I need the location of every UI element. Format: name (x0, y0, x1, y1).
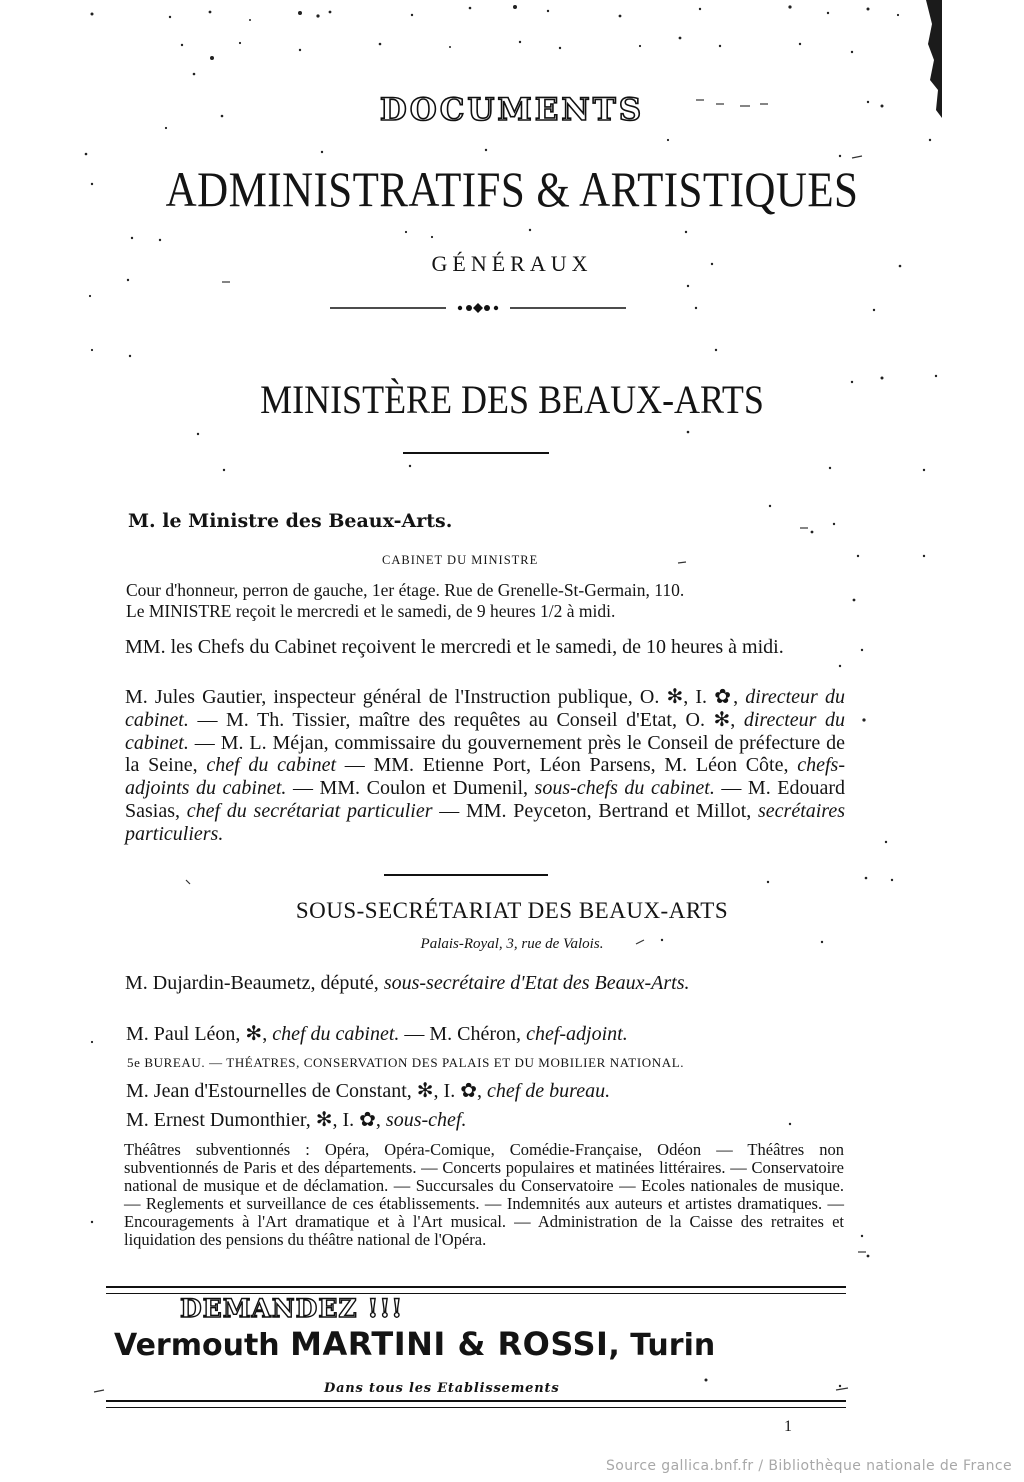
source-credit: Source gallica.bnf.fr / Bibliothèque nationale de France (605, 1458, 1012, 1474)
chefs-reception (105, 636, 845, 659)
advert-product (114, 1325, 844, 1363)
advert-demandez: DEMANDEZ !!! (180, 1294, 404, 1323)
section-rule (403, 452, 549, 454)
chef-bureau-line (126, 1078, 610, 1103)
staff-text: — M. Edouard Sasias, (125, 777, 845, 822)
sous-secretariat-heading: SOUS-SECRÉTARIAT DES BEAUX-ARTS (295, 898, 729, 923)
person-role: chef du cabinet. (272, 1023, 400, 1045)
person-role: sous-secrétaire d'Etat des Beaux-Arts. (383, 972, 690, 994)
minister-reception: Le MINISTRE reçoit le mercredi et le samedi, de 9 heures 1/2 à midi. (126, 601, 616, 621)
subtitle: GÉNÉRAUX (431, 251, 593, 276)
sous-secretariat-address: Palais-Royal, 3, rue de Valois. (420, 936, 604, 952)
main-title: ADMINISTRATIFS & ARTISTIQUES (165, 161, 859, 217)
staff-text: — MM. Coulon et Dumenil, (286, 777, 535, 800)
person-text: M. Ernest Dumonthier, ✻, I. ✿, (126, 1109, 386, 1131)
bureau-heading: 5e BUREAU. — THÉATRES, CONSERVATION DES PALAIS ET DU MOBILIER NATIONAL. (127, 1055, 685, 1070)
ministry-heading: MINISTÈRE DES BEAUX-ARTS (260, 377, 764, 422)
staff-text: — MM. Peyceton, Bertrand et Millot, (432, 799, 758, 822)
person-text: — M. Chéron, (399, 1023, 527, 1045)
staff-role: chef du secrétariat particulier (186, 799, 433, 822)
sous-chef-line (126, 1107, 466, 1132)
person-role: chef de bureau. (486, 1080, 611, 1102)
advert-vermouth: Vermouth (114, 1328, 291, 1363)
person-text: M. Paul Léon, ✻, (126, 1023, 273, 1045)
bureau-duties (104, 1141, 844, 1250)
staff-role: sous-chefs du cabinet. (534, 777, 715, 800)
staff-role: chef du cabinet (206, 754, 336, 777)
staff-text: — MM. Etienne Port, Léon Parsens, M. Léon Côte, (336, 754, 798, 777)
staff-role: secrétaires particuliers. (125, 799, 846, 845)
advert-city: , Turin (608, 1328, 716, 1363)
person-role: chef-adjoint. (526, 1023, 628, 1045)
advert-top-rule (106, 1286, 846, 1294)
chefs-reception-text: MM. les Chefs du Cabinet reçoivent le mercredi et le samedi, de 10 heures à midi. (125, 636, 784, 658)
documents-heading: DOCUMENTS (379, 92, 645, 128)
cabinet-address: Cour d'honneur, perron de gauche, 1er étage. Rue de Grenelle-St-Germain, 110. (126, 580, 685, 600)
person-role: sous-chef. (385, 1109, 467, 1131)
person-text: M. Jean d'Estournelles de Constant, ✻, I. ✿, (126, 1080, 487, 1102)
page-number: 1 (784, 1418, 792, 1435)
minister-title: M. le Ministre des Beaux-Arts. (128, 510, 453, 532)
staff-role: chefs-adjoints du cabinet. (125, 754, 845, 800)
advert-bottom-rule (106, 1400, 846, 1408)
ornament-divider (330, 300, 626, 316)
chef-cabinet-line (126, 1021, 628, 1046)
staff-text: — M. Th. Tissier, maître des requêtes au Conseil d'Etat, O. ✻, (188, 708, 744, 731)
person-text: M. Dujardin-Beaumetz, député, (125, 972, 384, 994)
bureau-duties-text: Théâtres subventionnés : Opéra, Opéra-Comique, Comédie-Française, Odéon — Théâtres non subventionnés de Paris et des départements. — Concerts populaires et matinées littéraires. — Conservatoire national de musique et de déclamation. — Succursales du Conservatoire — Ecoles nationales de musique. — Reglements et surveillance de ces établissements. — Indemnités aux auteurs et artistes dramatiques. — Encouragements à l'Art dramatique et à l'Art musical. — Administration de la Caisse des retraites et liquidation des pensions du théâtre national de l'Opéra. (124, 1140, 844, 1250)
staff-text: M. Jules Gautier, inspecteur général de l'Instruction publique, O. ✻, I. ✿, (125, 686, 746, 708)
advert-availability: Dans tous les Etablissements (324, 1381, 560, 1396)
sous-secretaire-line (105, 972, 845, 995)
staff-role: directeur du cabinet. (125, 708, 845, 754)
section-rule (384, 874, 548, 876)
advert-brand: MARTINI & ROSSI (290, 1325, 609, 1363)
cabinet-staff-paragraph (105, 686, 845, 846)
cabinet-heading: CABINET DU MINISTRE (382, 553, 539, 567)
staff-text: — M. L. Méjan, commissaire du gouvernement près le Conseil de préfecture de la Seine, (125, 731, 845, 777)
staff-role: directeur du cabinet. (125, 686, 845, 731)
